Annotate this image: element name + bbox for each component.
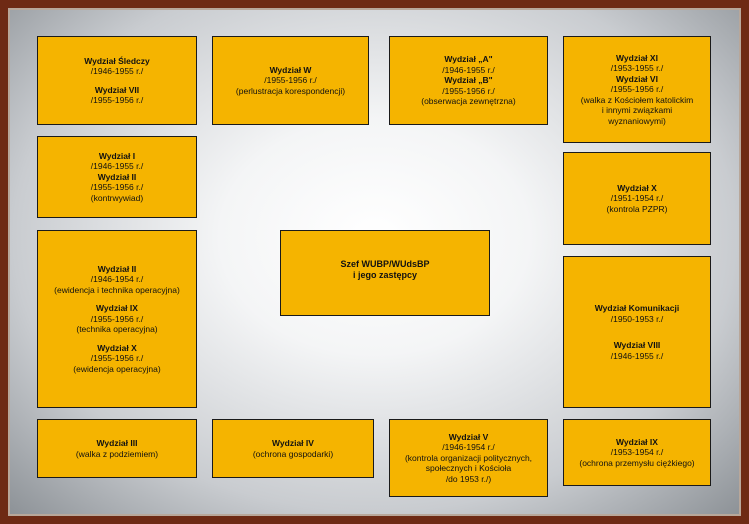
box-description: (kontrola PZPR) bbox=[606, 203, 668, 214]
box-wydzial-v bbox=[389, 419, 548, 497]
box-description: wyznaniowymi) bbox=[608, 115, 666, 126]
box-wydzial-komunikacji bbox=[563, 256, 711, 408]
box-title: Wydział IX bbox=[96, 303, 138, 314]
box-period: /1946-1954 r./ bbox=[90, 274, 144, 285]
box-title: Wydział W bbox=[269, 64, 312, 75]
box-description: i innymi związkami bbox=[601, 105, 673, 116]
box-description: (walka z Kościołem katolickim bbox=[580, 94, 694, 105]
box-wydzial-i-ii bbox=[37, 136, 197, 218]
box-description: (ewidencja i technika operacyjna) bbox=[54, 284, 180, 295]
box-wydzial-a-b bbox=[389, 36, 548, 125]
box-period: /1946-1955 r./ bbox=[442, 64, 495, 75]
box-wydzial-ix-przemysl bbox=[563, 419, 711, 486]
box-wydzial-sledczy bbox=[37, 36, 197, 125]
box-period: /1955-1956 r./ bbox=[90, 313, 144, 324]
box-title: Wydział VI bbox=[616, 73, 658, 84]
box-title: Szef WUBP/WUdsBP bbox=[340, 259, 430, 269]
box-description: społecznych i Kościoła bbox=[425, 463, 512, 474]
box-period: /1955-1956 r./ bbox=[610, 84, 664, 95]
box-period: /1946-1955 r./ bbox=[90, 161, 144, 172]
box-title: Wydział VIII bbox=[613, 340, 661, 350]
box-wydzial-x-pzpr bbox=[563, 152, 711, 245]
box-period: /1953-1954 r./ bbox=[610, 447, 664, 458]
box-wydzial-xi-vi bbox=[563, 36, 711, 143]
box-title: Wydział V bbox=[448, 431, 489, 442]
box-title: Wydział „A" bbox=[444, 54, 493, 65]
box-title: Wydział XI bbox=[616, 52, 658, 63]
box-period: /1955-1956 r./ bbox=[442, 85, 495, 96]
box-title: Wydział Śledczy bbox=[84, 55, 150, 66]
box-period: /1946-1954 r./ bbox=[442, 442, 495, 453]
box-title: Wydział X bbox=[97, 342, 137, 353]
box-period: /1955-1956 r./ bbox=[264, 75, 317, 86]
box-description: (ochrona gospodarki) bbox=[252, 448, 334, 459]
box-period: /1955-1956 r./ bbox=[90, 353, 144, 364]
box-description: (ewidencja operacyjna) bbox=[73, 363, 161, 374]
box-title: Wydział I bbox=[98, 150, 136, 161]
box-wydzial-iii bbox=[37, 419, 197, 478]
box-period: /1950-1953 r./ bbox=[610, 313, 664, 324]
box-description: (ochrona przemysłu ciężkiego) bbox=[579, 457, 695, 468]
box-description: (perlustracja korespondencji) bbox=[235, 85, 346, 96]
box-period: /1946-1955 r./ bbox=[90, 66, 144, 76]
box-subtitle: i jego zastępcy bbox=[352, 270, 418, 280]
box-title: Wydział VII bbox=[94, 84, 140, 95]
box-description: (walka z podziemiem) bbox=[75, 448, 159, 459]
box-description: /do 1953 r./) bbox=[445, 473, 492, 484]
box-description: (kontrwywiad) bbox=[90, 192, 144, 203]
box-description: (technika operacyjna) bbox=[76, 324, 158, 335]
box-title: Wydział X bbox=[617, 182, 657, 193]
box-wydzial-iv bbox=[212, 419, 374, 478]
box-title: Wydział III bbox=[96, 438, 138, 448]
box-title: Wydział IV bbox=[272, 438, 314, 448]
box-szef-wubp bbox=[280, 230, 490, 316]
box-title: Wydział Komunikacji bbox=[594, 303, 680, 313]
box-period: /1955-1956 r./ bbox=[90, 182, 144, 193]
box-description: (kontrola organizacji politycznych, bbox=[404, 452, 533, 463]
box-description: (obserwacja zewnętrzna) bbox=[421, 96, 516, 107]
box-period: /1953-1955 r./ bbox=[610, 63, 664, 74]
box-wydzial-w bbox=[212, 36, 369, 125]
box-title: Wydział II bbox=[97, 263, 137, 274]
box-title: Wydział IX bbox=[616, 436, 658, 447]
box-period: /1955-1956 r./ bbox=[90, 95, 144, 105]
box-wydzial-ii-ix-x bbox=[37, 230, 197, 408]
box-period: /1951-1954 r./ bbox=[610, 193, 664, 204]
box-title: Wydział „B" bbox=[444, 75, 493, 86]
box-title: Wydział II bbox=[97, 171, 137, 182]
box-period: /1946-1955 r./ bbox=[610, 350, 664, 361]
